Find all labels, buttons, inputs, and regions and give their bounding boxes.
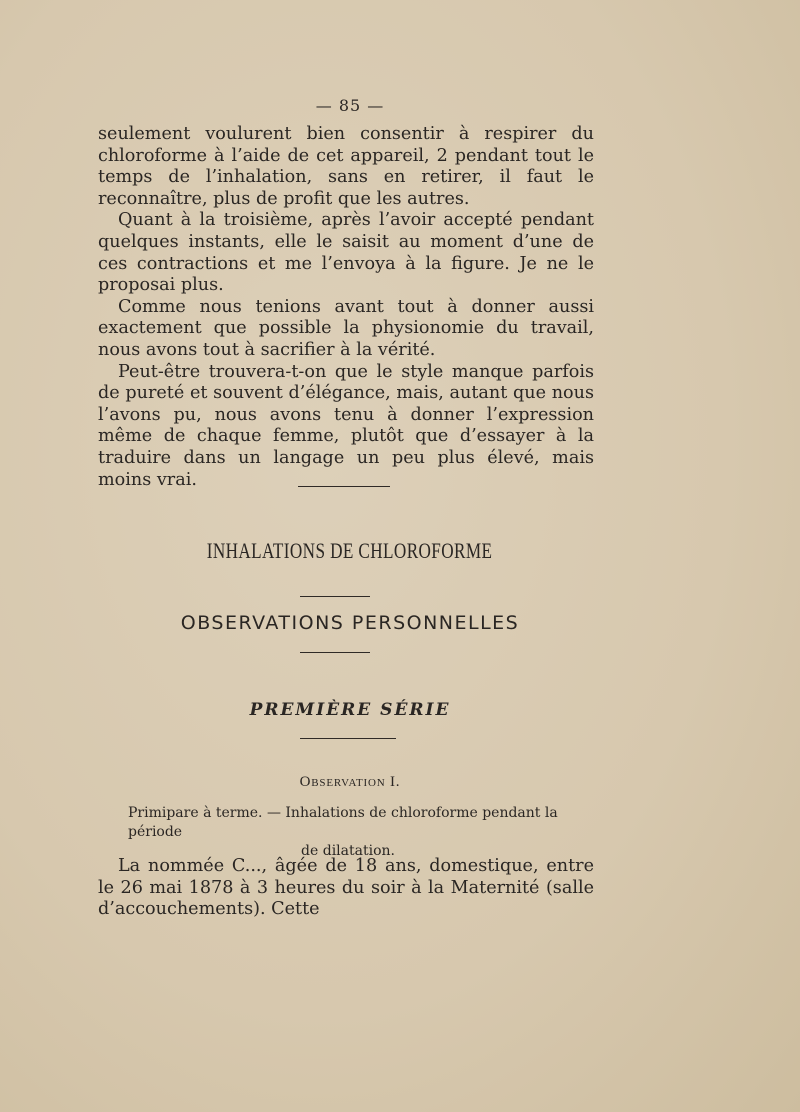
- observation-title: Observation I.: [299, 774, 401, 790]
- separator-rule-1: [298, 486, 390, 487]
- separator-rule-4: [300, 738, 396, 739]
- paragraph-1: seulement voulurent bien consentir à respirer du chloroforme à l’aide de cet appareil, 2 pendant tout le temps de l’inhalation, sans en retirer, il faut le reconnaître, plus de profit que les autres.: [98, 124, 594, 209]
- paragraph-3: Comme nous tenions avant tout à donner aussi exactement que possible la physionomie du travail, nous avons tout à sacrifier à la vérité.: [98, 296, 594, 360]
- paragraph-2: Quant à la troisième, après l’avoir accepté pendant quelques instants, elle le saisit au moment d’une de ces contractions et me l’envoya à la figure. Je ne le proposai plus.: [98, 210, 594, 296]
- section-subtitle: OBSERVATIONS PERSONNELLES: [180, 612, 520, 634]
- observation-summary-line-2: de dilatation.: [301, 843, 395, 859]
- page-number: — 85 —: [315, 96, 385, 115]
- observation-summary: [128, 804, 568, 861]
- section-title: INHALATIONS DE CHLOROFORME: [206, 538, 493, 563]
- series-title: PREMIÈRE SÉRIE: [249, 700, 451, 720]
- separator-rule-3: [300, 652, 370, 653]
- observation-text-block: [98, 856, 594, 921]
- observation-summary-line-1: Primipare à terme. — Inhalations de chloroforme pendant la période: [128, 805, 558, 840]
- observation-text: La nommée C..., âgée de 18 ans, domestique, entre le 26 mai 1878 à 3 heures du soir à la Maternité (salle d’accouchements). Cette: [98, 856, 594, 920]
- paragraph-4: Peut-être trouvera-t-on que le style manque parfois de pureté et souvent d’élégance, mais, autant que nous l’avons pu, nous avons tenu à donner l’expression même de chaque femme, plutôt que d’essayer à la traduire dans un langage un peu plus élevé, mais moins vrai.: [98, 361, 594, 490]
- separator-rule-2: [300, 596, 370, 597]
- intro-paragraphs: [98, 124, 594, 491]
